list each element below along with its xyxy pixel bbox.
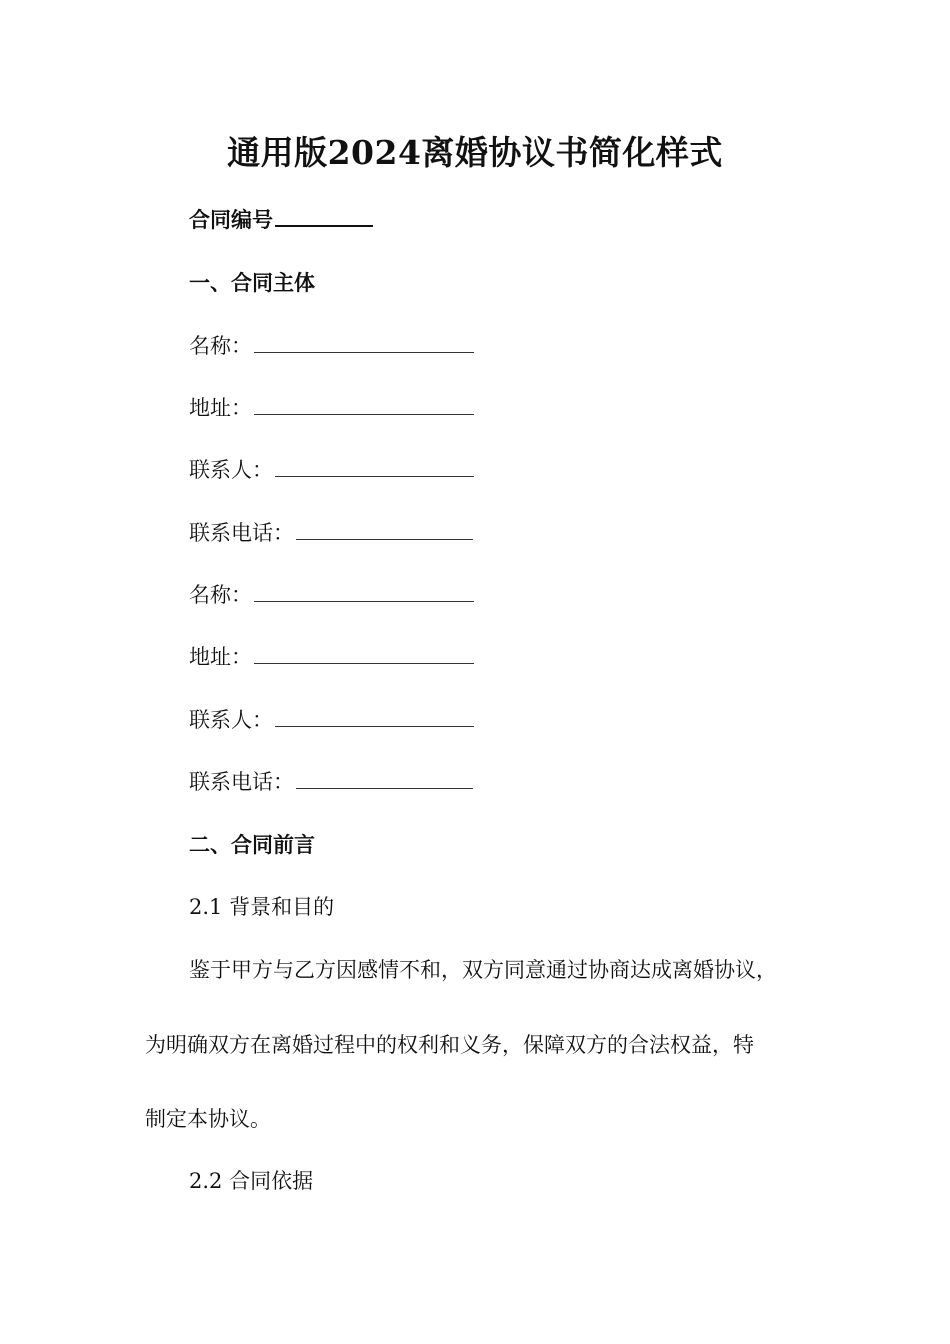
- field-blank[interactable]: [275, 706, 474, 727]
- field-blank[interactable]: [254, 643, 474, 664]
- subsection-2-1-heading: 2.1 背景和目的: [189, 895, 335, 919]
- field-label: 联系人：: [189, 458, 273, 482]
- party-b-name-row: [189, 580, 474, 610]
- party-a-contact-row: [189, 455, 474, 485]
- paragraph-line: 鉴于甲方与乙方因感情不和，双方同意通过协商达成离婚协议，: [189, 958, 777, 982]
- paragraph-line: 为明确双方在离婚过程中的权利和义务，保障双方的合法权益，特: [145, 1033, 754, 1057]
- party-b-address-row: [189, 642, 474, 672]
- field-blank[interactable]: [254, 581, 474, 602]
- field-label: 名称：: [189, 334, 252, 358]
- section2-heading: 二、合同前言: [189, 832, 315, 857]
- field-label: 联系电话：: [189, 770, 294, 794]
- contract-number-label: 合同编号: [189, 207, 273, 232]
- section1-heading: 一、合同主体: [189, 270, 315, 295]
- field-blank[interactable]: [275, 456, 474, 477]
- party-b-contact-row: [189, 705, 474, 735]
- party-a-phone-row: [189, 518, 473, 548]
- field-blank[interactable]: [254, 394, 474, 415]
- field-label: 联系电话：: [189, 521, 294, 545]
- field-blank[interactable]: [254, 332, 474, 353]
- party-b-phone-row: [189, 767, 473, 797]
- contract-number-blank[interactable]: [275, 205, 373, 227]
- field-label: 联系人：: [189, 708, 273, 732]
- party-a-address-row: [189, 393, 474, 423]
- field-label: 地址：: [189, 396, 252, 420]
- contract-number-row: [189, 205, 373, 235]
- paragraph-line: 制定本协议。: [145, 1107, 271, 1131]
- field-label: 名称：: [189, 583, 252, 607]
- field-label: 地址：: [189, 645, 252, 669]
- field-blank[interactable]: [296, 519, 473, 540]
- subsection-2-2-heading: 2.2 合同依据: [189, 1169, 314, 1193]
- field-blank[interactable]: [296, 768, 473, 789]
- party-a-name-row: [189, 331, 474, 361]
- document-title: 通用版2024离婚协议书简化样式: [227, 133, 723, 172]
